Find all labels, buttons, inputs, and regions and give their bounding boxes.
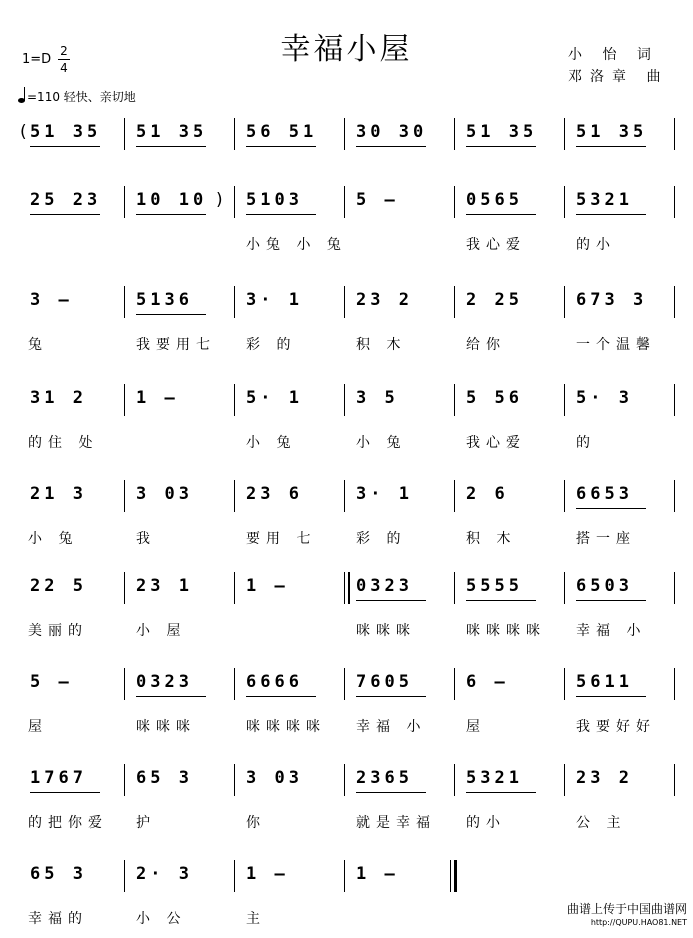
bar-line (564, 286, 565, 318)
measure-notes: 51 35 (136, 122, 208, 142)
measure-notes: 1 – (136, 388, 179, 408)
bar-line (124, 118, 125, 150)
bar-line (564, 384, 565, 416)
bar-line (454, 186, 455, 218)
bar-line (234, 764, 235, 796)
measure-notes: 2 6 (466, 484, 509, 504)
quarter-note-icon (18, 98, 25, 103)
bar-line (564, 764, 565, 796)
beam-line (466, 792, 536, 793)
measure-notes: 23 2 (576, 768, 633, 788)
measure-notes: 2· 3 (136, 864, 193, 884)
measure-notes: 5321 (576, 190, 633, 210)
measure-notes: 6653 (576, 484, 633, 504)
score-row (0, 384, 693, 454)
bar-line (564, 480, 565, 512)
bar-line (234, 186, 235, 218)
measure-notes: 23 1 (136, 576, 193, 596)
final-bar-line (454, 860, 457, 892)
measure-notes: 5· 1 (246, 388, 303, 408)
measure-lyrics: 护 (136, 815, 156, 831)
beam-line (356, 696, 426, 697)
bar-line (344, 572, 345, 604)
lyricist: 小 怡 词 (568, 47, 659, 63)
measure-notes: 23 6 (246, 484, 303, 504)
bar-line (124, 286, 125, 318)
tempo-text: =110 轻快、亲切地 (27, 90, 136, 104)
bar-line (124, 186, 125, 218)
score-row (0, 118, 693, 188)
bar-line (234, 286, 235, 318)
bar-line (344, 480, 345, 512)
bar-line (344, 860, 345, 892)
measure-notes: 51 35 (30, 122, 102, 142)
score-row (0, 764, 693, 834)
measure-notes: 5 – (356, 190, 399, 210)
bar-line (344, 118, 345, 150)
measure-lyrics: 美丽的 (28, 623, 88, 639)
measure-lyrics: 的 (576, 435, 596, 451)
measure-notes: 5136 (136, 290, 193, 310)
measure-notes: 5· 3 (576, 388, 633, 408)
measure-notes: 0323 (136, 672, 193, 692)
measure-lyrics: 幸福 小 (356, 719, 427, 735)
measure-notes: 3· 1 (246, 290, 303, 310)
measure-lyrics: 兔 (28, 337, 48, 353)
measure-lyrics: 彩 的 (246, 337, 297, 353)
measure-lyrics: 我心爱 (466, 237, 526, 253)
bar-line (454, 668, 455, 700)
key-signature: 1=D (22, 52, 52, 67)
measure-lyrics: 小 兔 (356, 435, 407, 451)
measure-lyrics: 小 兔 (28, 531, 79, 547)
measure-notes: 51 35 (466, 122, 538, 142)
bar-line (674, 480, 675, 512)
bar-line (124, 860, 125, 892)
score-row (0, 186, 693, 256)
beam-line (30, 146, 100, 147)
beam-line (466, 600, 536, 601)
beam-line (576, 214, 646, 215)
bar-line (564, 186, 565, 218)
bar-line (674, 118, 675, 150)
measure-lyrics: 我要用七 (136, 337, 216, 353)
time-signature-top: 2 (60, 44, 68, 58)
bar-line (124, 480, 125, 512)
measure-lyrics: 幸福 小 (576, 623, 647, 639)
beam-line (30, 792, 100, 793)
watermark (567, 902, 687, 930)
bar-line (234, 572, 235, 604)
beam-line (136, 214, 206, 215)
repeat-bar-line (348, 572, 350, 604)
measure-notes: 3 – (30, 290, 73, 310)
beam-line (136, 696, 206, 697)
measure-lyrics: 的把你爱 (28, 815, 108, 831)
measure-notes: 22 5 (30, 576, 87, 596)
measure-lyrics: 幸福的 (28, 911, 88, 927)
bar-line (124, 384, 125, 416)
bar-line (124, 668, 125, 700)
bar-line (454, 764, 455, 796)
bar-line (454, 118, 455, 150)
beam-line (136, 314, 206, 315)
bar-line (454, 384, 455, 416)
score-row (0, 572, 693, 642)
measure-notes: 65 3 (30, 864, 87, 884)
measure-notes: 6 – (466, 672, 509, 692)
open-paren: ( (20, 122, 27, 142)
beam-line (136, 146, 206, 147)
measure-notes: 1 – (246, 576, 289, 596)
measure-lyrics: 积 木 (466, 531, 517, 547)
beam-line (576, 600, 646, 601)
measure-notes: 1 – (356, 864, 399, 884)
measure-notes: 5611 (576, 672, 633, 692)
measure-notes: 3 03 (246, 768, 303, 788)
measure-lyrics: 我要好好 (576, 719, 656, 735)
bar-line (344, 764, 345, 796)
bar-line (674, 384, 675, 416)
measure-notes: 25 23 (30, 190, 102, 210)
measure-lyrics: 主 (246, 911, 266, 927)
measure-lyrics: 的小 (466, 815, 506, 831)
measure-notes: 6503 (576, 576, 633, 596)
measure-notes: 30 30 (356, 122, 428, 142)
measure-notes: 2 25 (466, 290, 523, 310)
measure-lyrics: 就是幸福 (356, 815, 436, 831)
measure-notes: 7605 (356, 672, 413, 692)
beam-line (246, 696, 316, 697)
measure-lyrics: 我心爱 (466, 435, 526, 451)
measure-notes: 5103 (246, 190, 303, 210)
bar-line (124, 572, 125, 604)
bar-line (344, 186, 345, 218)
measure-notes: 65 3 (136, 768, 193, 788)
measure-notes: 0323 (356, 576, 413, 596)
measure-notes: 6666 (246, 672, 303, 692)
measure-notes: 1 – (246, 864, 289, 884)
measure-notes: 5321 (466, 768, 523, 788)
beam-line (30, 214, 100, 215)
measure-lyrics: 搭一座 (576, 531, 636, 547)
measure-lyrics: 咪咪咪 (136, 719, 196, 735)
measure-notes: 31 2 (30, 388, 87, 408)
time-signature-bottom: 4 (60, 61, 68, 75)
measure-notes: 3 5 (356, 388, 399, 408)
measure-lyrics: 公 主 (576, 815, 627, 831)
measure-notes: 51 35 (576, 122, 648, 142)
bar-line (564, 118, 565, 150)
bar-line (234, 480, 235, 512)
measure-lyrics: 小 公 (136, 911, 187, 927)
bar-line (454, 480, 455, 512)
bar-line (674, 186, 675, 218)
measure-lyrics: 小 兔 (246, 435, 297, 451)
score-row (0, 480, 693, 550)
bar-line (564, 668, 565, 700)
measure-lyrics: 彩 的 (356, 531, 407, 547)
beam-line (576, 508, 646, 509)
measure-notes: 10 10 (136, 190, 208, 210)
bar-line (454, 286, 455, 318)
measure-lyrics: 你 (246, 815, 266, 831)
tempo-marking (18, 88, 136, 105)
measure-notes: 0565 (466, 190, 523, 210)
beam-line (356, 146, 426, 147)
watermark-line1: 曲谱上传于中国曲谱网 (566, 902, 687, 916)
measure-notes: 3 03 (136, 484, 193, 504)
bar-line (234, 118, 235, 150)
measure-notes: 1767 (30, 768, 87, 788)
bar-line (674, 572, 675, 604)
composer: 邓洛章 曲 (568, 69, 669, 85)
bar-line (234, 860, 235, 892)
measure-notes: 3· 1 (356, 484, 413, 504)
watermark-url: http://QUPU.HAO81.NET (590, 918, 687, 927)
score-row (0, 286, 693, 356)
measure-notes: 2365 (356, 768, 413, 788)
bar-line (564, 572, 565, 604)
measure-lyrics: 小兔 小 兔 (246, 237, 347, 253)
bar-line (344, 668, 345, 700)
measure-lyrics: 积 木 (356, 337, 407, 353)
beam-line (576, 696, 646, 697)
measure-lyrics: 的小 (576, 237, 616, 253)
bar-line (674, 668, 675, 700)
beam-line (356, 600, 426, 601)
measure-lyrics: 小 屋 (136, 623, 187, 639)
measure-lyrics: 屋 (28, 719, 48, 735)
measure-notes: 5555 (466, 576, 523, 596)
bar-line (234, 668, 235, 700)
measure-notes: 56 51 (246, 122, 318, 142)
beam-line (466, 146, 536, 147)
time-signature (58, 44, 70, 75)
credits (568, 44, 668, 88)
measure-lyrics: 咪咪咪咪 (246, 719, 326, 735)
measure-lyrics: 给你 (466, 337, 506, 353)
measure-lyrics: 咪咪咪 (356, 623, 416, 639)
measure-lyrics: 要用 七 (246, 531, 317, 547)
beam-line (246, 146, 316, 147)
beam-line (576, 146, 646, 147)
score-row (0, 668, 693, 738)
bar-line (450, 860, 451, 892)
beam-line (356, 792, 426, 793)
bar-line (344, 384, 345, 416)
measure-notes: 5 – (30, 672, 73, 692)
bar-line (234, 384, 235, 416)
bar-line (454, 572, 455, 604)
measure-notes: 5 56 (466, 388, 523, 408)
beam-line (466, 214, 536, 215)
bar-line (124, 764, 125, 796)
close-paren: ) (216, 190, 223, 210)
measure-lyrics: 屋 (466, 719, 486, 735)
bar-line (344, 286, 345, 318)
bar-line (674, 286, 675, 318)
beam-line (246, 214, 316, 215)
measure-notes: 673 3 (576, 290, 648, 310)
measure-lyrics: 咪咪咪咪 (466, 623, 546, 639)
measure-lyrics: 我 (136, 531, 156, 547)
song-title: 幸福小屋 (280, 32, 413, 67)
measure-lyrics: 的住 处 (28, 435, 99, 451)
measure-notes: 23 2 (356, 290, 413, 310)
measure-notes: 21 3 (30, 484, 87, 504)
bar-line (674, 764, 675, 796)
measure-lyrics: 一个温馨 (576, 337, 656, 353)
